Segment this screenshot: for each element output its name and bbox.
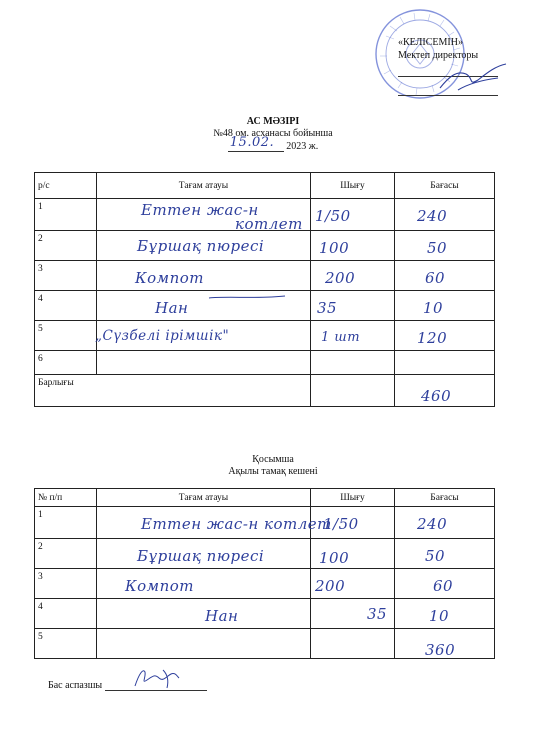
column-header: Бағасы [395, 489, 495, 507]
dish-price: 10 [429, 607, 450, 625]
dish-price: 240 [417, 207, 448, 225]
row-number: 5 [38, 324, 43, 334]
director-signature [438, 60, 508, 94]
row-number: 6 [38, 354, 43, 364]
chef-label: Бас аспазшы [48, 680, 103, 691]
column-header: Шығу [311, 173, 395, 199]
dish-yield: 1/50 [323, 515, 359, 533]
row-number: 4 [38, 294, 43, 304]
appendix-title: Қосымша [252, 454, 294, 465]
ink-stroke [207, 293, 287, 301]
document-date [0, 135, 546, 152]
dish-price: 50 [425, 547, 446, 565]
dish-price: 50 [427, 239, 448, 257]
row-number: 1 [38, 202, 43, 212]
date-suffix: 2023 ж. [286, 141, 319, 152]
dish-price: 10 [423, 299, 444, 317]
table-row [35, 539, 495, 569]
dish-name: „Сүзбелі ірімшік" [95, 328, 230, 344]
column-header: Шығу [311, 489, 395, 507]
column-header: Бағасы [395, 173, 495, 199]
dish-price: 120 [417, 329, 448, 347]
table-row [35, 321, 495, 351]
column-header: Тағам атауы [97, 489, 311, 507]
dish-name: Нан [155, 299, 189, 317]
total-value: 460 [421, 387, 452, 405]
table-row [35, 507, 495, 539]
paid-meal-table [34, 488, 495, 659]
dish-yield: 35 [317, 299, 338, 317]
dish-yield: 200 [315, 577, 346, 595]
appendix-subtitle: Ақылы тамақ кешені [228, 466, 318, 477]
dish-yield: 1/50 [315, 207, 351, 225]
chef-signature [133, 666, 181, 690]
dish-price: 60 [433, 577, 454, 595]
table-row [35, 599, 495, 629]
dish-price: 240 [417, 515, 448, 533]
table-total-row [35, 375, 495, 407]
date-handwritten: 15.02. [229, 135, 275, 150]
row-number: 5 [38, 632, 43, 642]
row-number: 4 [38, 602, 43, 612]
document-title: АС МӘЗІРІ [246, 116, 300, 127]
menu-table [34, 172, 495, 407]
dish-yield: 1 шт [321, 330, 361, 345]
dish-name: Еттен жас-н котлет [141, 515, 332, 533]
row-number: 2 [38, 542, 43, 552]
table-header-row [35, 489, 495, 507]
dish-yield: 35 [367, 605, 388, 623]
dish-name: Бұршақ пюресі [137, 237, 265, 255]
date-field [228, 135, 284, 152]
approval-heading: «КЕЛІСЕМІН» [398, 37, 463, 48]
dish-name: Компот [125, 577, 194, 595]
dish-price: 60 [425, 269, 446, 287]
approval-role: Мектеп директоры [398, 50, 479, 61]
total-label: Барлығы [38, 378, 74, 388]
table-row [35, 291, 495, 321]
table-header-row [35, 173, 495, 199]
dish-yield: 200 [325, 269, 356, 287]
dish-yield: 100 [319, 549, 350, 567]
table-row [35, 351, 495, 375]
table-row [35, 629, 495, 659]
table-row [35, 231, 495, 261]
dish-name: Бұршақ пюресі [137, 547, 265, 565]
dish-name: Нан [205, 607, 239, 625]
chef-signature-line [105, 680, 207, 691]
column-header: № п/п [35, 489, 97, 507]
column-header: Тағам атауы [97, 173, 311, 199]
dish-name: Компот [135, 269, 204, 287]
table-row [35, 199, 495, 231]
dish-yield: 100 [319, 239, 350, 257]
table-row [35, 569, 495, 599]
row-number: 3 [38, 264, 43, 274]
row-number: 2 [38, 234, 43, 244]
column-header: р/с [35, 173, 97, 199]
dish-price: 360 [425, 641, 456, 659]
chef-signature-block [48, 680, 207, 691]
row-number: 3 [38, 572, 43, 582]
document-subtitle: №48 ом. асханасы бойынша [213, 128, 333, 139]
dish-name-cont: котлет [235, 215, 303, 233]
dish-name: Еттен жас-н [141, 201, 259, 219]
table-row [35, 261, 495, 291]
row-number: 1 [38, 510, 43, 520]
